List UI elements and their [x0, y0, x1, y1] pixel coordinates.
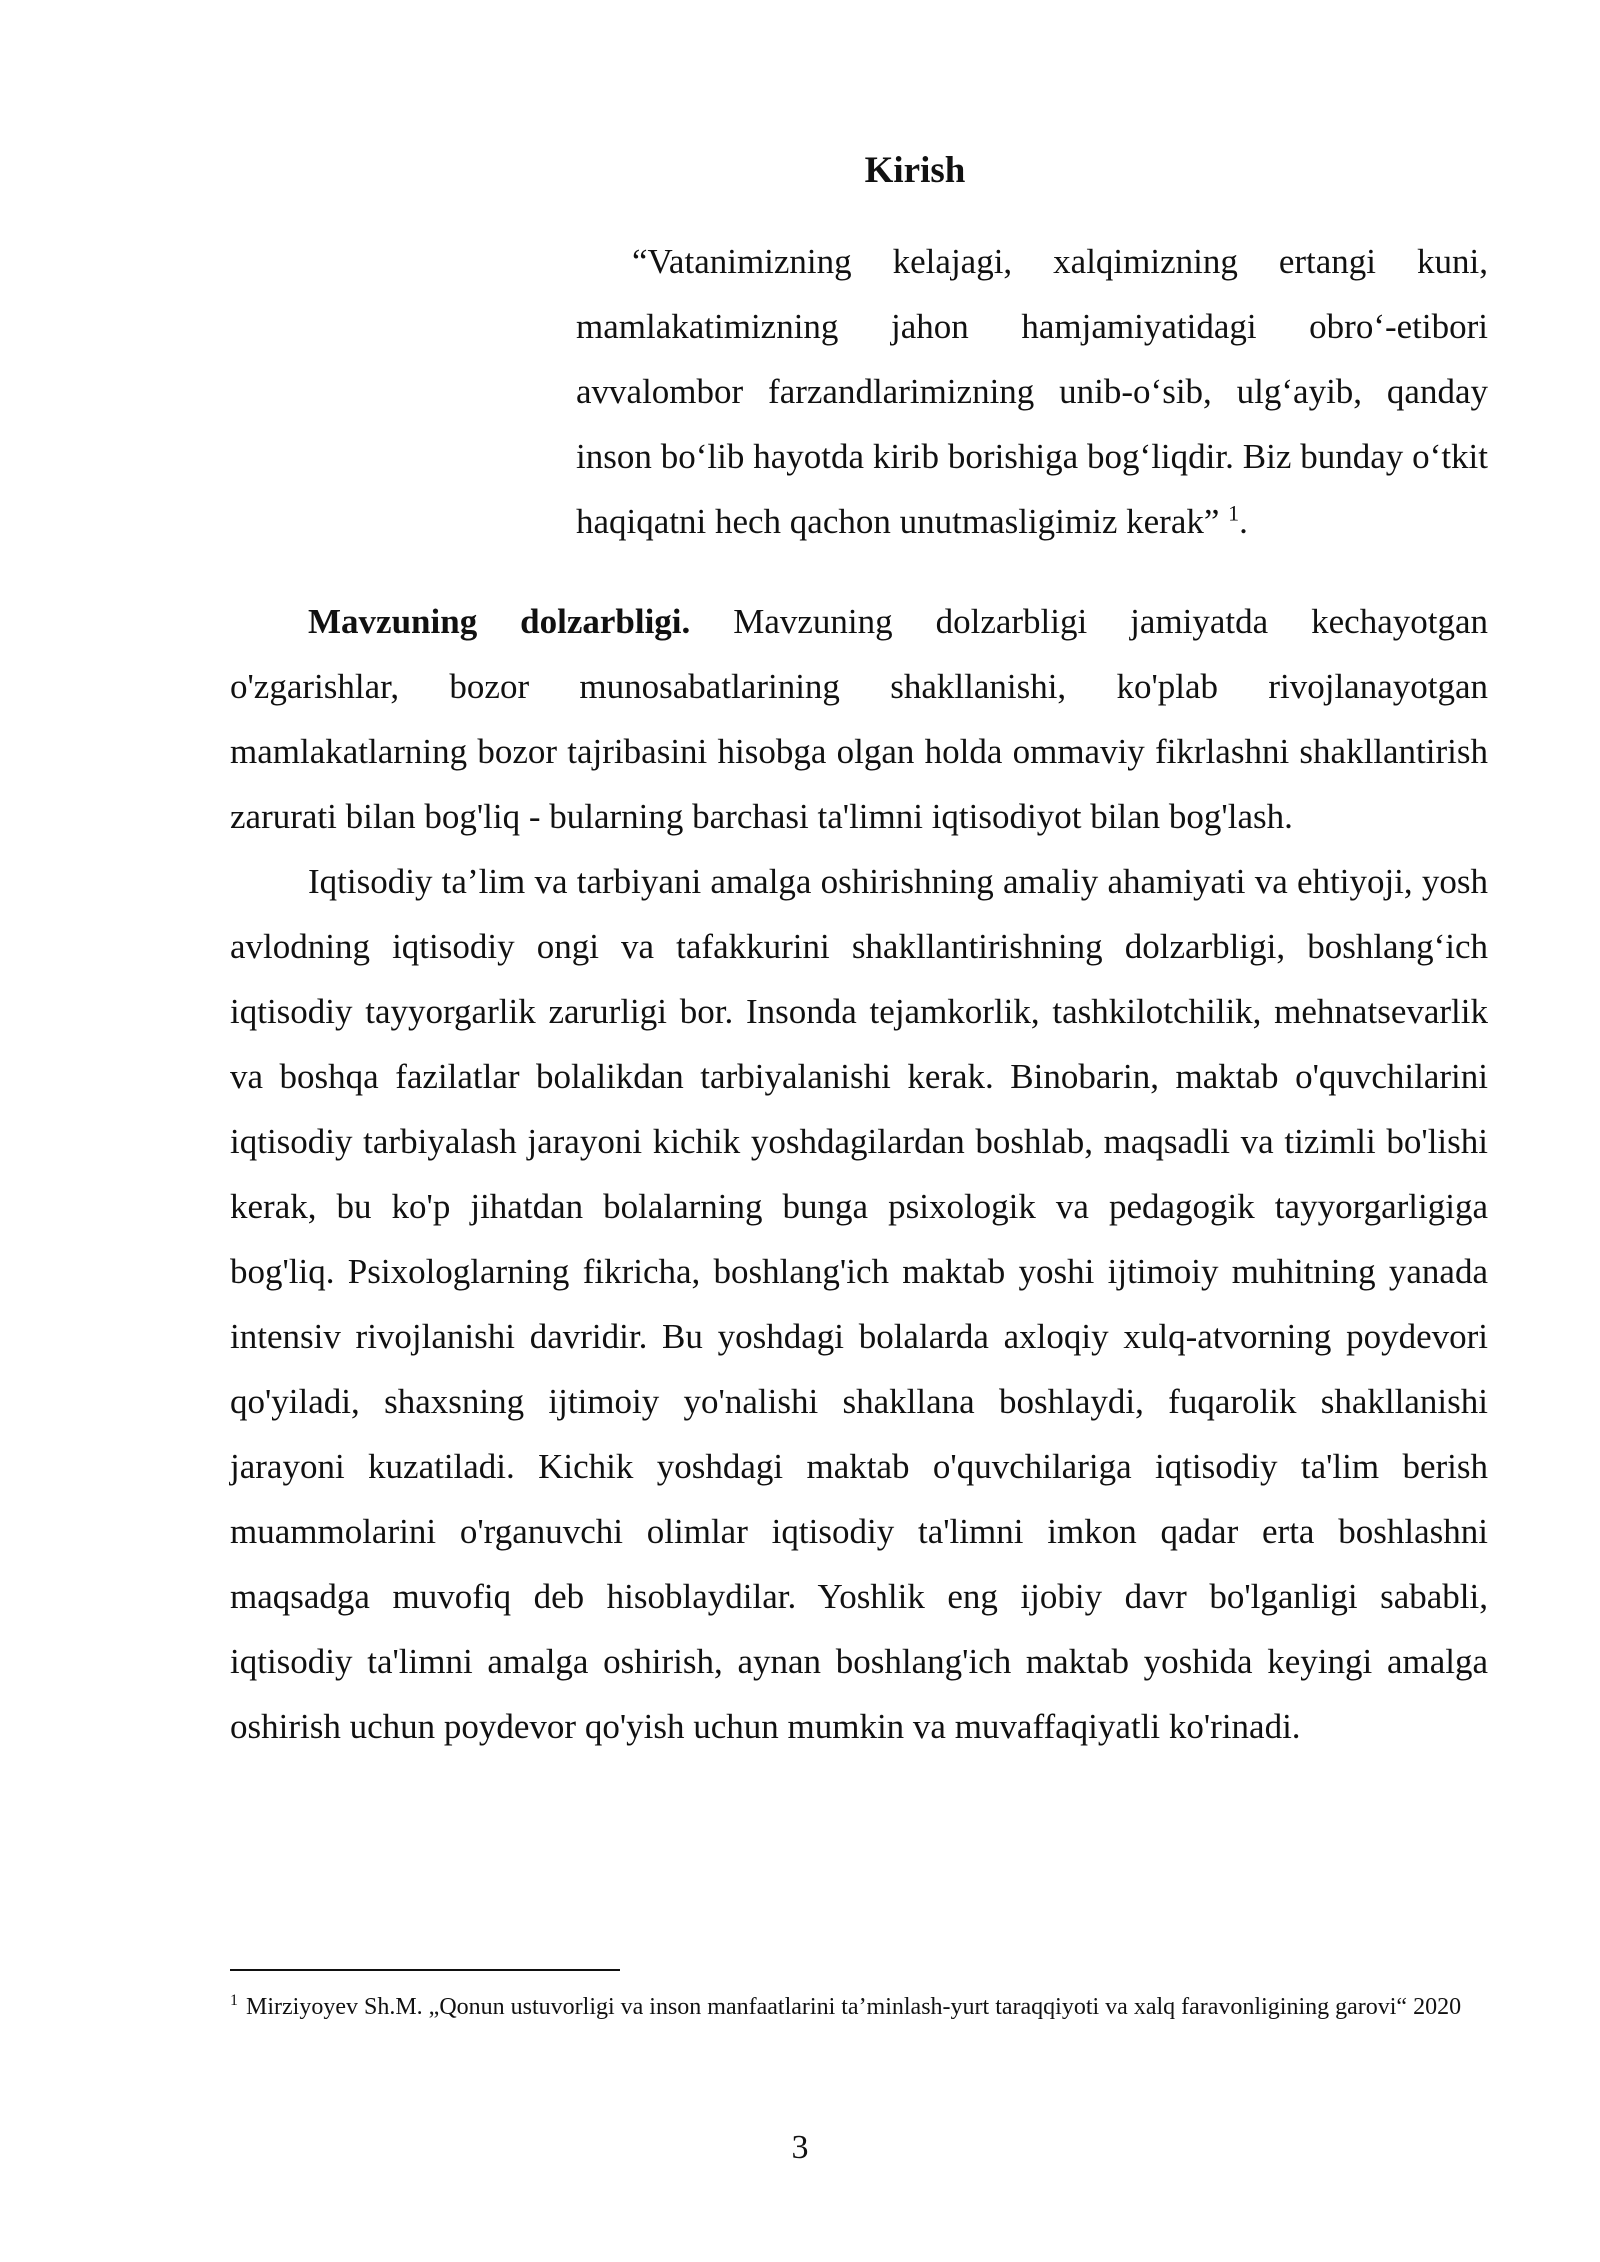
page-body [230, 148, 1488, 1759]
footnote-separator [230, 1969, 620, 1971]
epigraph-end: . [1239, 502, 1248, 541]
section-title: Kirish [864, 150, 966, 191]
page-number: 3 [791, 2129, 809, 2166]
footnote-reference: 1 [1228, 500, 1240, 526]
footnote-marker: 1 [230, 1992, 238, 2009]
paragraph-relevance [230, 589, 1488, 849]
epigraph-quote [576, 229, 1488, 554]
paragraph-economic-education: Iqtisodiy ta’lim va tarbiyani amalga oshirishning amaliy ahamiyati va ehtiyoji, yosh avlodning iqtisodiy ongi va tafakkurini shakllantirishning dolzarbligi, boshlang‘ich iqtisodiy tayyorgarlik zarurligi bor. Insonda tejamkorlik, tashkilotchilik, mehnatsevarlik va boshqa fazilatlar bolalikdan tarbiyalanishi kerak. Binobarin, maktab o'quvchilarini iqtisodiy tarbiyalash jarayoni kichik yoshdagilardan boshlab, maqsadli va tizimli bo'lishi kerak, bu ko'p jihatdan bolalarning bunga psixologik va pedagogik tayyorgarligiga bog'liq. Psixologlarning fikricha, boshlang'ich maktab yoshi ijtimoiy muhitning yanada intensiv rivojlanishi davridir. Bu yoshdagi bolalarda axloqiy xulq-atvorning poydevori qo'yiladi, shaxsning ijtimoiy yo'nalishi shakllana boshlaydi, fuqarolik shakllanishi jarayoni kuzatiladi. Kichik yoshdagi maktab o'quvchilariga iqtisodiy ta'lim berish muammolarini o'rganuvchi olimlar iqtisodiy ta'limni imkon qadar erta boshlashni maqsadga muvofiq deb hisoblaydilar. Yoshlik eng ijobiy davr bo'lganligi sababli, iqtisodiy ta'limni amalga oshirish, aynan boshlang'ich maktab yoshida keyingi amalga oshirish uchun poydevor qo'yish uchun mumkin va muvaffaqiyatli ko'rinadi. [230, 862, 1488, 1746]
paragraph-lead-heading: Mavzuning dolzarbligi. [308, 602, 691, 641]
footnote-text: Mirziyoyev Sh.M. „Qonun ustuvorligi va inson manfaatlarini ta’minlash-yurt taraqqiyoti va xalq faravonligining garovi“ 2020 [246, 1994, 1462, 2020]
paragraph-relevance-text: Mavzuning dolzarbligi jamiyatda kechayotgan o'zgarishlar, bozor munosabatlarining shakllanishi, ko'plab rivojlanayotgan mamlakatlarning bozor tajribasini hisobga olgan holda ommaviy fikrlashni shakllantirish zarurati bilan bog'liq - bularning barchasi ta'limni iqtisodiyot bilan bog'lash. [230, 602, 1488, 836]
epigraph-text: “Vatanimizning kelajagi, xalqimizning ertangi kuni, mamlakatimizning jahon hamjamiyatidagi obro‘-etibori avvalombor farzandlarimizning unib-o‘sib, ulg‘ayib, qanday inson bo‘lib hayotda kirib borishiga bog‘liqdir. Biz bunday o‘tkit haqiqatni hech qachon unutmasligimiz kerak” [576, 242, 1488, 541]
footnote [230, 1986, 1488, 2028]
